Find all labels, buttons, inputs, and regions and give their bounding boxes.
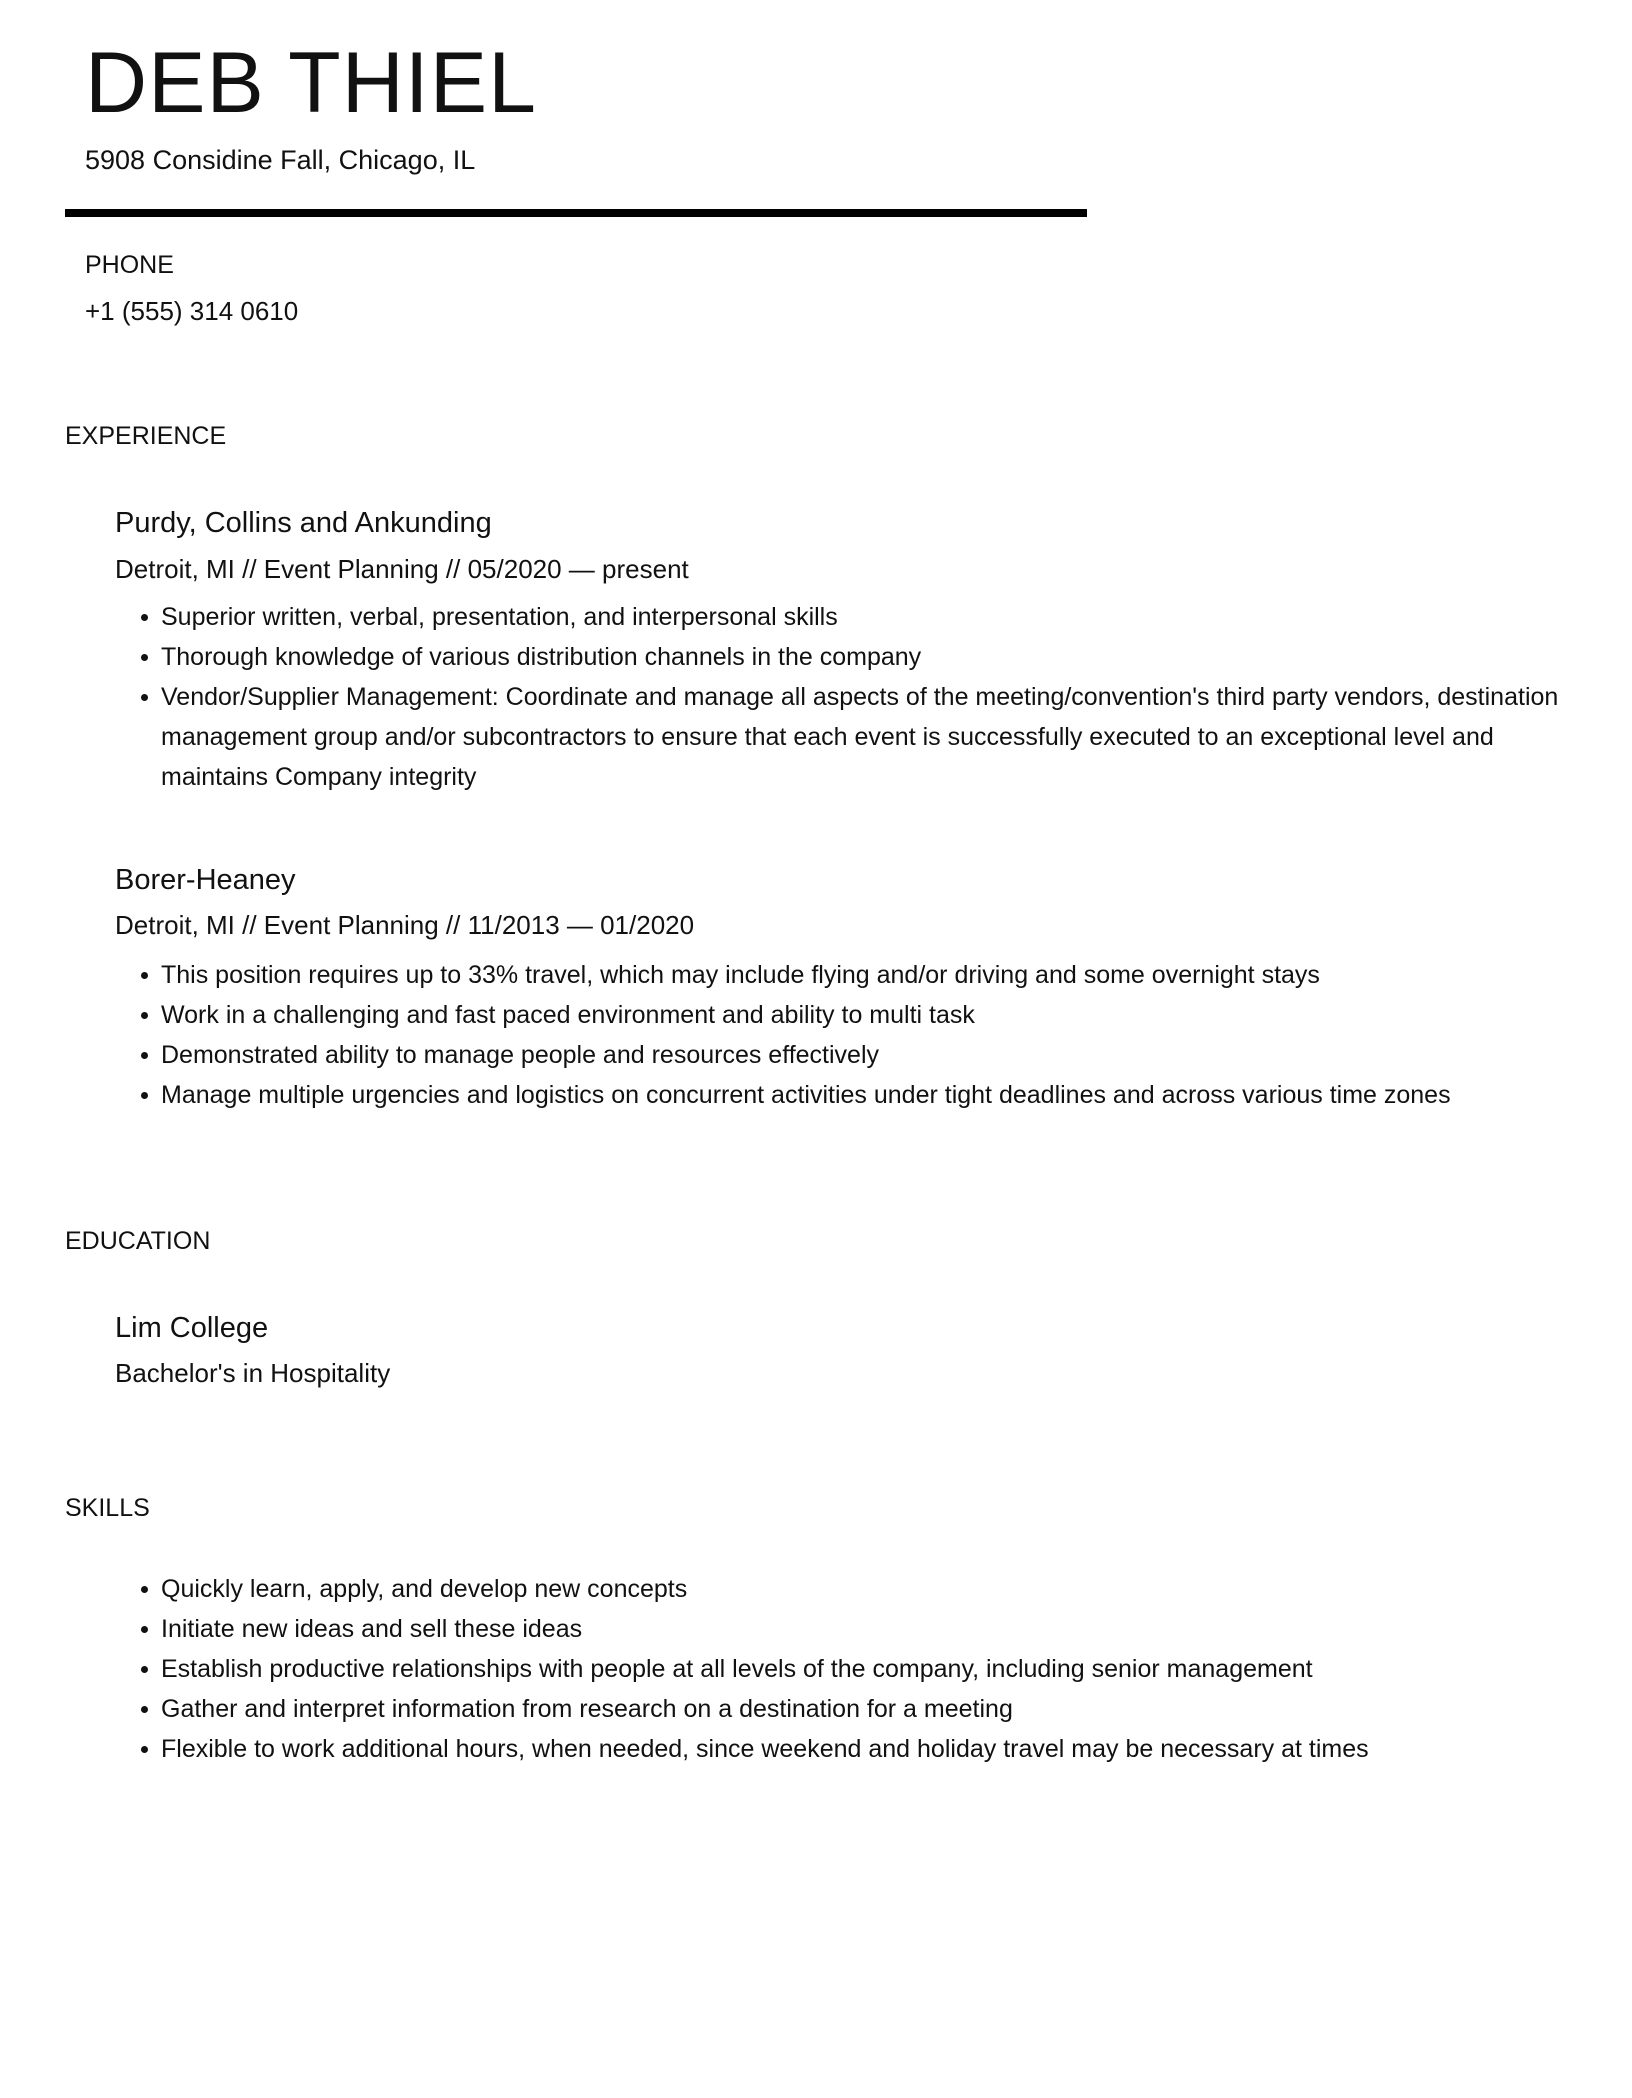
bullet-icon — [141, 614, 148, 621]
list-item — [115, 1689, 1565, 1729]
section-heading-skills: SKILLS — [65, 1494, 150, 1522]
job-bullets — [115, 597, 1565, 797]
section-heading-education: EDUCATION — [65, 1227, 211, 1255]
list-item — [115, 597, 1565, 637]
list-item — [115, 1075, 1565, 1115]
bullet-icon — [141, 972, 148, 979]
bullet-icon — [141, 1746, 148, 1753]
phone-label: PHONE — [85, 251, 174, 279]
job-company: Purdy, Collins and Ankunding — [115, 507, 492, 539]
candidate-name: DEB THIEL — [85, 35, 537, 131]
list-item — [115, 1729, 1565, 1769]
school-name: Lim College — [115, 1312, 269, 1344]
list-item — [115, 1649, 1565, 1689]
skills-list — [115, 1569, 1565, 1769]
job-meta: Detroit, MI // Event Planning // 05/2020 — present — [115, 554, 689, 584]
degree: Bachelor's in Hospitality — [115, 1358, 391, 1388]
skill-text: Quickly learn, apply, and develop new concepts — [161, 1575, 688, 1603]
bullet-icon — [141, 1012, 148, 1019]
skill-text: Gather and interpret information from research on a destination for a meeting — [161, 1695, 1013, 1723]
job-meta: Detroit, MI // Event Planning // 11/2013 — 01/2020 — [115, 910, 695, 940]
bullet-icon — [141, 1052, 148, 1059]
bullet-text: Thorough knowledge of various distribution channels in the company — [161, 643, 922, 671]
bullet-text: Vendor/Supplier Management: Coordinate and manage all aspects of the meeting/convention's third party vendors, destination management group and/or subcontractors to ensure that each event is successfully executed to an exceptional level and maintains Company integrity — [161, 683, 1559, 791]
skill-text: Initiate new ideas and sell these ideas — [161, 1615, 583, 1643]
bullet-icon — [141, 1666, 148, 1673]
bullet-text: This position requires up to 33% travel, which may include flying and/or driving and some overnight stays — [161, 961, 1320, 989]
bullet-icon — [141, 1706, 148, 1713]
job-company: Borer-Heaney — [115, 864, 296, 896]
bullet-icon — [141, 1092, 148, 1099]
bullet-text: Manage multiple urgencies and logistics on concurrent activities under tight deadlines and across various time zones — [161, 1081, 1451, 1109]
list-item — [115, 677, 1565, 797]
skill-text: Flexible to work additional hours, when needed, since weekend and holiday travel may be necessary at times — [161, 1735, 1369, 1763]
bullet-icon — [141, 1586, 148, 1593]
bullet-icon — [141, 654, 148, 661]
header-divider — [65, 209, 1087, 217]
list-item — [115, 1609, 1565, 1649]
job-bullets — [115, 955, 1565, 1115]
address: 5908 Considine Fall, Chicago, IL — [85, 145, 476, 175]
bullet-text: Work in a challenging and fast paced environment and ability to multi task — [161, 1001, 975, 1029]
list-item — [115, 955, 1565, 995]
bullet-text: Demonstrated ability to manage people and resources effectively — [161, 1041, 880, 1069]
list-item — [115, 1035, 1565, 1075]
skill-text: Establish productive relationships with people at all levels of the company, including senior management — [161, 1655, 1313, 1683]
bullet-text: Superior written, verbal, presentation, and interpersonal skills — [161, 603, 838, 631]
bullet-icon — [141, 1626, 148, 1633]
phone-value: +1 (555) 314 0610 — [85, 296, 299, 326]
bullet-icon — [141, 694, 148, 701]
list-item — [115, 995, 1565, 1035]
list-item — [115, 637, 1565, 677]
list-item — [115, 1569, 1565, 1609]
section-heading-experience: EXPERIENCE — [65, 422, 227, 450]
